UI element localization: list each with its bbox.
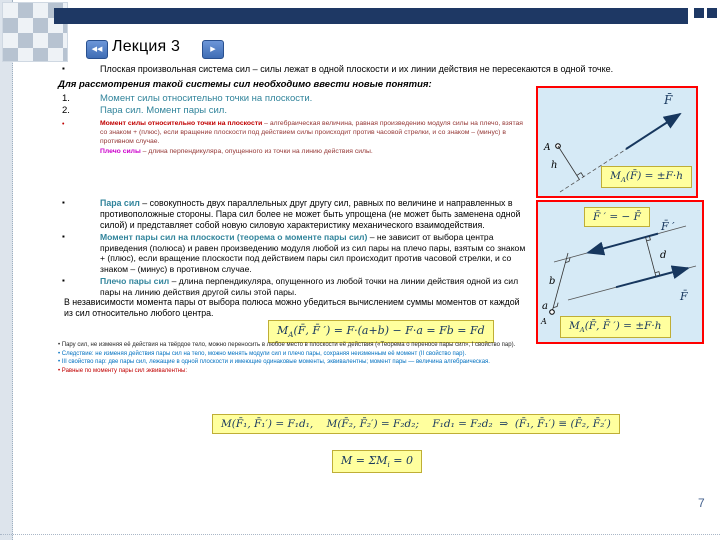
list-number: 1. xyxy=(62,93,70,104)
a-label: a xyxy=(542,301,548,312)
moment-of-force-diagram xyxy=(536,86,698,198)
footnote-line: • Пару сил, не изменяя её действия на твёрдое тело, можно переносить в любое место в плоскости её действия («Теорема о переносе пары сил», I свойство пар). xyxy=(58,342,516,348)
bottom-divider xyxy=(0,534,720,535)
independence-paragraph: В независимости момента пары от выбора полюса можно убедиться вычислением суммы моментов от каждой из сил относительно любого центра. xyxy=(64,297,520,318)
formula-base: M xyxy=(569,319,580,332)
pair-term: Пара сил xyxy=(100,198,140,208)
list-label: Пара сил. Момент пары сил. xyxy=(100,105,227,116)
list-label: Момент силы относительно точки на плоскости. xyxy=(100,93,313,104)
pair-moment-formula xyxy=(560,316,671,338)
formula-rest: (F̄, F̄ ′) = ±F·h xyxy=(584,319,662,332)
point-A-label: A xyxy=(541,317,547,326)
d-label: d xyxy=(660,250,667,261)
point-A-marker xyxy=(550,310,555,315)
pair-arm-text: – длина перпендикуляра, опущенного из любой точки на линии действия одной из сил пары на линию действия другой силы этой пары. xyxy=(100,276,519,297)
force-arrow xyxy=(616,268,688,287)
point-A-label: A xyxy=(544,143,551,153)
bullet-marker: • xyxy=(62,121,65,128)
lead-line: Для рассмотрения такой системы сил необходимо ввести новые понятия: xyxy=(58,79,432,90)
bullet-marker: ▪ xyxy=(62,198,65,207)
formula-base: M xyxy=(277,324,289,337)
list-item-2 xyxy=(58,105,227,116)
force-label: F̄ xyxy=(664,93,673,107)
arm-definition xyxy=(100,148,528,157)
left-margin-strip xyxy=(0,0,13,540)
prev-slide-button[interactable]: ◀◀ xyxy=(86,40,108,59)
moment-definition xyxy=(100,120,528,146)
formula-base: M xyxy=(610,169,621,182)
definition-notes xyxy=(58,120,528,157)
zero-sum-formula xyxy=(332,450,422,473)
header-bar xyxy=(54,8,688,24)
formula-sub: A xyxy=(288,330,294,340)
force-prime-label: F̄ ′ xyxy=(661,220,675,233)
pair-moment-text: – не зависит от выбора центра приведения (полюса) и равен произведению модуля любой из сил пары на плечо пары, взятым со знаком + (плюс), если вращение плоскости под действием пары сил происходит против часовой стрелки, и со знаком – (минус) в противном случае. xyxy=(100,232,526,275)
header-corner-square xyxy=(707,8,717,18)
pair-of-forces-diagram xyxy=(536,200,704,344)
force-label: F̄ xyxy=(680,290,688,303)
moment-formula xyxy=(601,166,692,188)
perpendicular-h xyxy=(558,146,580,180)
formula-sub: A xyxy=(620,176,626,184)
formula-sub: i xyxy=(387,460,390,470)
intro-paragraph xyxy=(58,64,690,75)
moment-sum-formula xyxy=(268,320,494,343)
pair-definition-paragraph xyxy=(58,198,532,231)
list-item-1 xyxy=(58,93,312,104)
bullet-marker: ▪ xyxy=(62,64,65,73)
arm-term: Плечо силы xyxy=(100,148,141,156)
formula-rest: = 0 xyxy=(389,454,414,467)
moment-term: Момент силы относительно точки на плоскости xyxy=(100,120,263,127)
h-label: h xyxy=(551,160,558,171)
formula-base: M = ΣM xyxy=(341,454,388,467)
formula-rest: (F̄) = ±F·h xyxy=(625,169,683,182)
pair-moment-term: Момент пары сил на плоскости (теорема о моменте пары сил) xyxy=(100,232,368,242)
intro-text: Плоская произвольная система сил – силы лежат в одной плоскости и их линии действия не пересекаются в одной точке. xyxy=(100,64,614,74)
footnote-block xyxy=(58,342,530,376)
formula-rest: (F̄, F̄ ′) = F·(a+b) − F·a = Fb = Fd xyxy=(293,324,485,337)
moment-definition-text: – алгебраическая величина, равная произведению модуля силы на плечо, взятая со знаком + (плюс), если вращение плоскости под действием силы происходит против часовой стрелки, и со знаком – (минус) в противном случае. xyxy=(100,120,523,145)
footnote-line: • III свойство пар: две пары сил, лежащие в одной плоскости и имеющие одинаковые моменты, эквивалентны; момент пары — величина алгебраическая. xyxy=(58,359,490,365)
bullet-marker: ▪ xyxy=(62,232,65,241)
pair-arm-term: Плечо пары сил xyxy=(100,276,170,286)
footnote-line: • Равные по моменту пары сил эквивалентны: xyxy=(58,367,187,374)
bullet-marker: ▪ xyxy=(62,276,65,285)
page-number: 7 xyxy=(698,496,705,510)
pair-arm-paragraph xyxy=(58,276,532,297)
pair-relation-formula: F̄ ′ = − F̄ xyxy=(584,207,650,227)
pair-moment-paragraph xyxy=(58,232,532,275)
force-arrow xyxy=(626,114,680,149)
header-corner-square xyxy=(694,8,704,18)
b-label: b xyxy=(549,276,556,287)
arm-definition-text: – длина перпендикуляра, опущенного из точки на линию действия силы. xyxy=(140,148,373,156)
pair-definition-text: – совокупность двух параллельных друг другу сил, равных по величине и направленных в противоположные стороны. Пара сил более не может быть упрощена (не может быть заменена одной силой) и представляет собой новую силовую характеристику механического взаимодействия. xyxy=(100,198,521,230)
formula-sub: A xyxy=(579,326,585,334)
equivalence-formula: M(F̄₁, F̄₁′) = F₁d₁, M(F̄₂, F̄₂′) = F₂d₂; F₁d₁ = F₂d₂ ⇒ (F̄₁, F̄₁′) ≡ (F̄₂, F̄₂′) xyxy=(212,414,620,434)
slide-title: Лекция 3 xyxy=(112,38,181,55)
footnote-line: • Следствие: не изменяя действия пары сил на тело, можно менять модули сил и плечо пары, сохраняя неизменным её момент (II свойство пар). xyxy=(58,350,467,357)
list-number: 2. xyxy=(62,105,70,116)
next-slide-button[interactable]: ▶ xyxy=(202,40,224,59)
distance-d-line xyxy=(646,237,657,277)
